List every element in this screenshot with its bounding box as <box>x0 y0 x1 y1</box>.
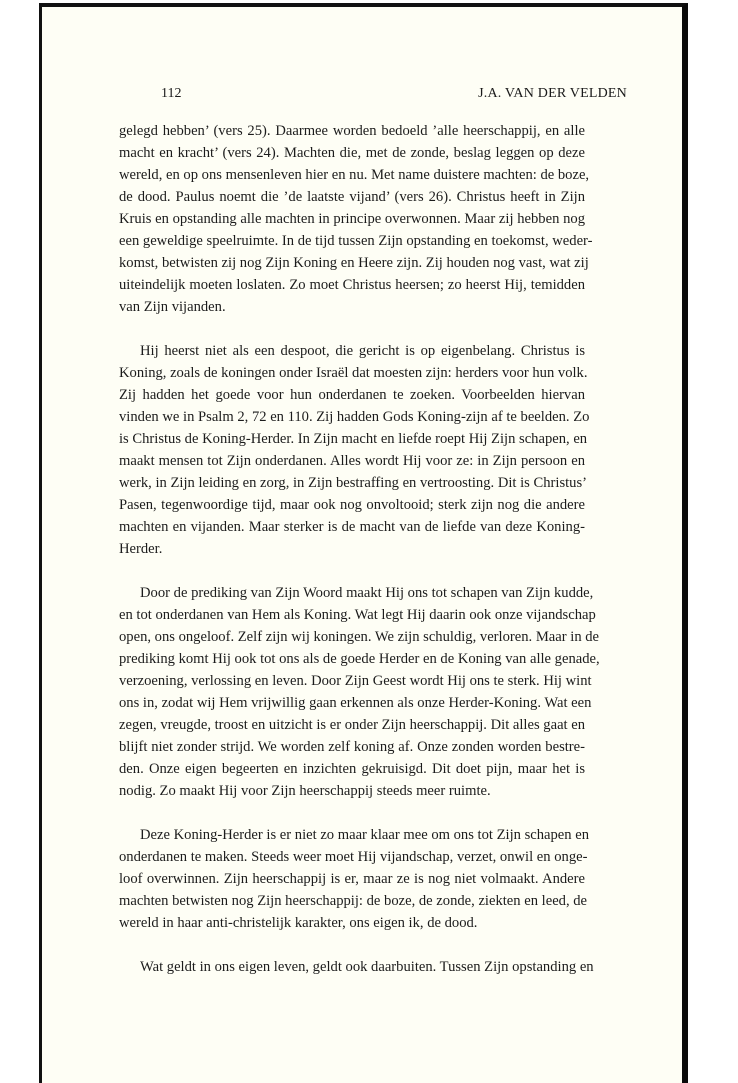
paragraph-gap <box>119 560 585 582</box>
body-text <box>119 120 600 978</box>
text-line: ons in, zodat wij Hem vrijwillig gaan erkennen als onze Herder-Koning. Wat een <box>119 695 592 711</box>
text-line: is Christus de Koning-Herder. In Zijn macht en liefde roept Hij Zijn schapen, en <box>119 431 588 447</box>
text-line: machten en vijanden. Maar sterker is de macht van de liefde van deze Koning- <box>119 519 585 535</box>
text-line: macht en kracht’ (vers 24). Machten die, met de zonde, beslag leggen op deze <box>119 145 585 161</box>
text-line: komst, betwisten zij nog Zijn Koning en Heere zijn. Zij houden nog vast, wat zij <box>119 255 589 271</box>
text-line: wereld, en op ons mensenleven hier en nu. Met name duistere machten: de boze, <box>119 167 590 183</box>
page-number: 112 <box>161 86 182 101</box>
paragraph-gap <box>119 934 585 956</box>
text-line: verzoening, verlossing en leven. Door Zijn Geest wordt Hij ons te sterk. Hij wint <box>119 673 592 689</box>
text-line: Pasen, tegenwoordige tijd, maar ook nog onvoltooid; sterk zijn nog die andere <box>119 497 585 513</box>
text-line: de dood. Paulus noemt die ’de laatste vijand’ (vers 26). Christus heeft in Zijn <box>119 189 585 205</box>
text-line: loof overwinnen. Zijn heerschappij is er, maar ze is nog niet volmaakt. Andere <box>119 871 585 887</box>
text-line: nodig. Zo maakt Hij voor Zijn heerschappij steeds meer ruimte. <box>119 783 491 799</box>
text-line: gelegd hebben’ (vers 25). Daarmee worden bedoeld ’alle heerschappij, en alle <box>119 123 585 139</box>
text-line: wereld in haar anti-christelijk karakter, ons eigen ik, de dood. <box>119 915 478 931</box>
text-line: werk, in Zijn leiding en zorg, in Zijn bestraffing en vertroosting. Dit is Christus’ <box>119 475 588 491</box>
text-line: Deze Koning-Herder is er niet zo maar klaar mee om ons tot Zijn schapen en <box>140 827 589 843</box>
text-line: en tot onderdanen van Hem als Koning. Wat legt Hij daarin ook onze vijandschap <box>119 607 596 623</box>
text-line: Koning, zoals de koningen onder Israël dat moesten zijn: herders voor hun volk. <box>119 365 588 381</box>
text-line: prediking komt Hij ook tot ons als de goede Herder en de Koning van alle genade, <box>119 651 600 667</box>
text-line: Hij heerst niet als een despoot, die gericht is op eigenbelang. Christus is <box>140 343 585 359</box>
text-line: van Zijn vijanden. <box>119 299 226 315</box>
text-line: Door de prediking van Zijn Woord maakt Hij ons tot schapen van Zijn kudde, <box>140 585 594 601</box>
text-line: Herder. <box>119 541 163 557</box>
text-line: den. Onze eigen begeerten en inzichten gekruisigd. Dit doet pijn, maar het is <box>119 761 585 777</box>
text-line: Zij hadden het goede voor hun onderdanen te zoeken. Voorbeelden hiervan <box>119 387 585 403</box>
paragraph <box>119 582 600 802</box>
text-line: maakt mensen tot Zijn onderdanen. Alles wordt Hij voor ze: in Zijn persoon en <box>119 453 585 469</box>
text-line: Kruis en opstanding alle machten in principe overwonnen. Maar zij hebben nog <box>119 211 585 227</box>
paragraph-gap <box>119 802 585 824</box>
running-header <box>161 86 627 106</box>
text-line: onderdanen te maken. Steeds weer moet Hij vijandschap, verzet, onwil en onge- <box>119 849 588 865</box>
text-line: Wat geldt in ons eigen leven, geldt ook daarbuiten. Tussen Zijn opstanding en <box>140 959 594 975</box>
paragraph-gap <box>119 318 585 340</box>
text-line: blijft niet zonder strijd. We worden zelf koning af. Onze zonden worden bestre- <box>119 739 585 755</box>
text-line: uiteindelijk moeten loslaten. Zo moet Christus heersen; zo heerst Hij, temidden <box>119 277 585 293</box>
text-line: open, ons ongeloof. Zelf zijn wij koningen. We zijn schuldig, verloren. Maar in de <box>119 629 600 645</box>
paragraph <box>119 956 594 978</box>
paragraph <box>119 120 593 318</box>
paragraph <box>119 824 589 934</box>
text-line: zegen, vreugde, troost en uitzicht is er onder Zijn heerschappij. Dit alles gaat en <box>119 717 586 733</box>
running-head-author: J.A. VAN DER VELDEN <box>478 86 627 101</box>
text-line: vinden we in Psalm 2, 72 en 110. Zij hadden Gods Koning-zijn af te beelden. Zo <box>119 409 590 425</box>
text-line: machten betwisten nog Zijn heerschappij: de boze, de zonde, ziekten en leed, de <box>119 893 588 909</box>
paragraph <box>119 340 590 560</box>
text-line: een geweldige speelruimte. In de tijd tussen Zijn opstanding en toekomst, weder- <box>119 233 593 249</box>
